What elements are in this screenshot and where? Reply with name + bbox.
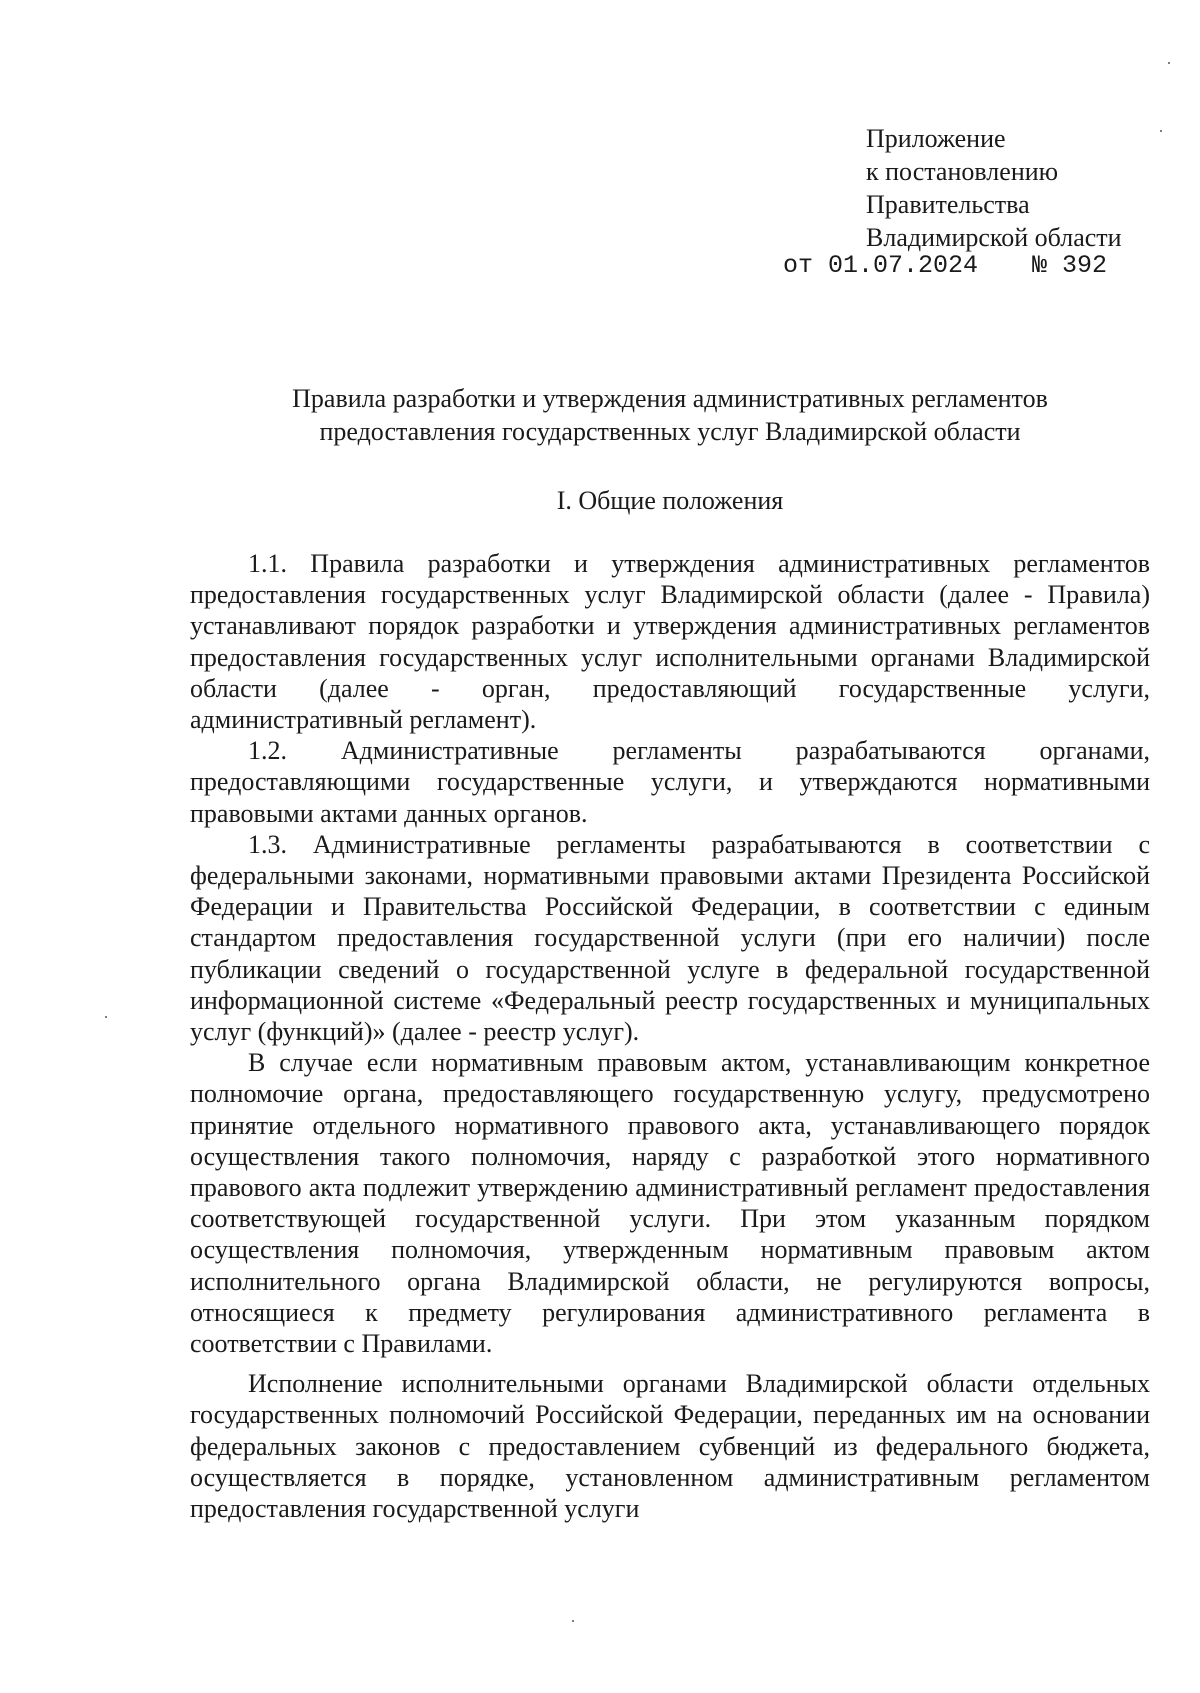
document-body xyxy=(190,548,1150,1524)
paragraph: 1.1. Правила разработки и утверждения административных регламентов предоставления государственных услуг Владимирской области (далее - Правила) устанавливают порядок разработки и утверждения административных регламентов предоставления государственных услуг исполнительными органами Владимирской области (далее - орган, предоставляющий государственные услуги, административный регламент). xyxy=(190,549,1150,735)
appendix-block xyxy=(866,122,1122,254)
scan-speck xyxy=(1168,62,1170,64)
paragraph: В случае если нормативным правовым актом, устанавливающим конкретное полномочие органа, предоставляющего государственную услугу, предусмотрено принятие отдельного нормативного правового акта, устанавливающего порядок осуществления такого полномочия, наряду с разработкой этого нормативного правового акта подлежит утверждению административный регламент предоставления соответствующей государственной услуги. При этом указанным порядком осуществления полномочия, утвержденным нормативным правовым актом исполнительного органа Владимирской области, не регулируются вопросы, относящиеся к предмету регулирования административного регламента в соответствии с Правилами. xyxy=(190,1048,1150,1359)
stamp-number: № 392 xyxy=(1032,251,1108,280)
appendix-line: Владимирской области xyxy=(866,223,1122,252)
title-line: Правила разработки и утверждения административных регламентов xyxy=(292,384,1048,413)
title-line: предоставления государственных услуг Владимирской области xyxy=(319,417,1021,446)
scan-speck xyxy=(1160,130,1162,132)
scan-speck xyxy=(105,1016,107,1018)
scan-speck xyxy=(572,1620,574,1622)
appendix-line: Правительства xyxy=(866,190,1030,219)
paragraph: 1.2. Административные регламенты разрабатываются органами, предоставляющими государственные услуги, и утверждаются нормативными правовыми актами данных органов. xyxy=(190,736,1150,828)
section-heading: I. Общие положения xyxy=(556,486,784,515)
paragraph: Исполнение исполнительными органами Владимирской области отдельных государственных полномочий Российской Федерации, переданных им на основании федеральных законов с предоставлением субвенций из федерального бюджета, осуществляется в порядке, установленном административным регламентом предоставления государственной услуги xyxy=(190,1369,1150,1524)
date-number-stamp xyxy=(783,251,1107,280)
appendix-line: к постановлению xyxy=(866,157,1059,186)
paragraph: 1.3. Административные регламенты разрабатываются в соответствии с федеральными законами, нормативными правовыми актами Президента Российской Федерации и Правительства Российской Федерации, в соответствии с единым стандартом предоставления государственной услуги (при его наличии) после публикации сведений о государственной услуге в федеральной государственной информационной системе «Федеральный реестр государственных и муниципальных услуг (функций)» (далее - реестр услуг). xyxy=(190,829,1150,1047)
stamp-date: от 01.07.2024 xyxy=(783,251,979,280)
appendix-line: Приложение xyxy=(866,124,1006,153)
document-title xyxy=(190,382,1150,448)
